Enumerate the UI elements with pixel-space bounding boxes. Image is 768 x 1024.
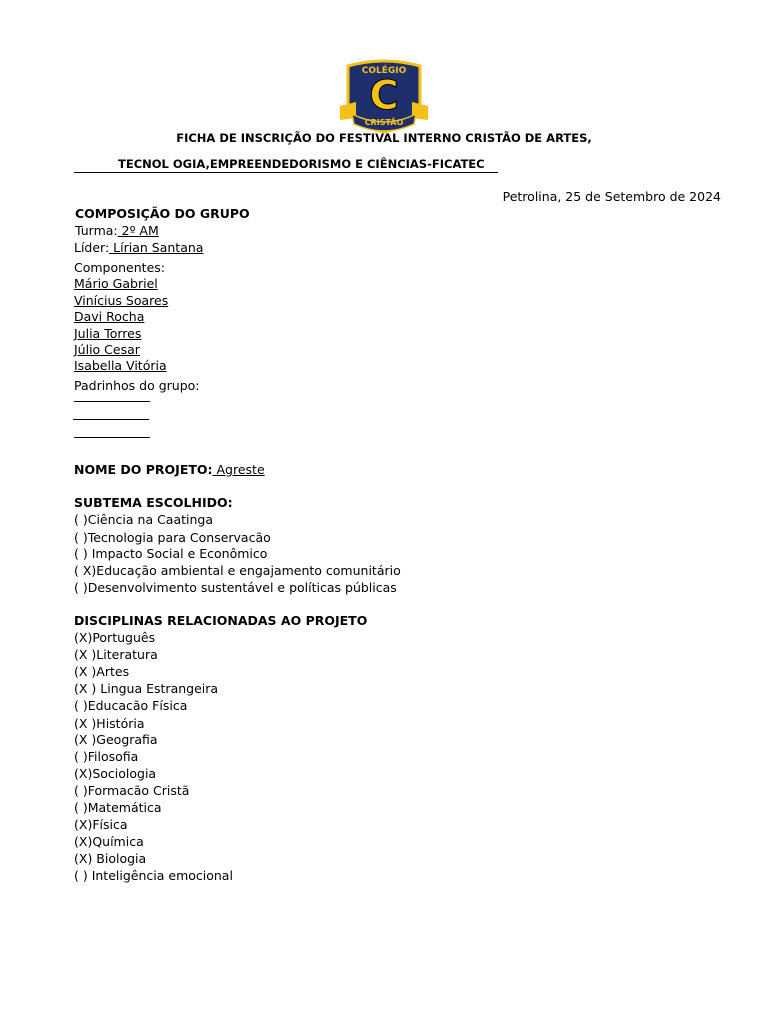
discipline-item: (X)Português bbox=[74, 630, 156, 645]
sponsor-blank bbox=[74, 390, 150, 406]
component-item: Mário Gabriel bbox=[74, 276, 158, 291]
component-item: Davi Rocha bbox=[74, 309, 145, 324]
component-item: Julia Torres bbox=[74, 326, 142, 341]
discipline-item: (X )Artes bbox=[74, 664, 130, 679]
discipline-item: ( )Filosofia bbox=[74, 749, 139, 764]
logo-letter: C bbox=[369, 73, 399, 119]
discipline-item: (X )Literatura bbox=[74, 647, 158, 662]
group-heading: COMPOSIÇÃO DO GRUPO bbox=[75, 206, 250, 221]
turma-label: Turma: bbox=[75, 223, 118, 238]
components-label: Componentes: bbox=[74, 260, 165, 275]
discipline-item: (X)Química bbox=[74, 834, 144, 849]
school-logo bbox=[340, 58, 428, 134]
sponsors-label: Padrinhos do grupo: bbox=[74, 378, 200, 393]
discipline-item: (X)Física bbox=[74, 817, 128, 832]
leader-label: Líder: bbox=[74, 240, 110, 255]
discipline-item: ( )Matemática bbox=[74, 800, 162, 815]
logo-bottom-text: CRISTÃO bbox=[364, 118, 404, 127]
subtheme-option: ( )Tecnologia para Conservacão bbox=[74, 530, 271, 545]
discipline-item: (X )Geografia bbox=[74, 732, 158, 747]
discipline-item: (X ) Lingua Estrangeira bbox=[74, 681, 219, 696]
form-title-line2: TECNOL OGIA,EMPREENDEDORISMO E CIÊNCIAS-FICATEC bbox=[74, 157, 498, 173]
project-row bbox=[74, 462, 265, 478]
discipline-item: ( )Formacão Cristã bbox=[74, 783, 190, 798]
discipline-item: ( ) Inteligência emocional bbox=[74, 868, 233, 883]
disciplines-heading: DISCIPLINAS RELACIONADAS AO PROJETO bbox=[74, 613, 368, 628]
sponsor-blank bbox=[74, 426, 150, 442]
discipline-item: ( )Educacão Física bbox=[74, 698, 188, 713]
form-title-line1: FICHA DE INSCRIÇÃO DO FESTIVAL INTERNO CRISTÃO DE ARTES, bbox=[176, 131, 592, 145]
discipline-item: (X )História bbox=[74, 716, 145, 731]
turma-row bbox=[75, 223, 159, 239]
component-item: Isabella Vitória bbox=[74, 358, 167, 373]
component-item: Júlio Cesar bbox=[74, 342, 140, 357]
subtheme-option: ( ) Impacto Social e Econômico bbox=[74, 546, 268, 561]
discipline-item: (X)Sociologia bbox=[74, 766, 157, 781]
document-date: Petrolina, 25 de Setembro de 2024 bbox=[502, 189, 721, 204]
discipline-item: (X) Biologia bbox=[74, 851, 147, 866]
subtheme-heading: SUBTEMA ESCOLHIDO: bbox=[74, 495, 233, 510]
leader-value: Lírian Santana bbox=[109, 240, 204, 255]
subtheme-option: ( )Ciência na Caatinga bbox=[74, 512, 214, 527]
subtheme-option: ( X)Educação ambiental e engajamento comunitário bbox=[74, 563, 401, 578]
subtheme-option: ( )Desenvolvimento sustentável e políticas públicas bbox=[74, 580, 397, 595]
component-item: Vinícius Soares bbox=[74, 293, 169, 308]
leader-row bbox=[74, 240, 203, 256]
turma-value: 2º AM bbox=[117, 223, 159, 238]
logo-top-text: COLÉGIO bbox=[361, 66, 407, 76]
project-label: NOME DO PROJETO: bbox=[74, 462, 213, 477]
project-name: Agreste bbox=[212, 462, 265, 477]
sponsor-blank bbox=[73, 408, 149, 424]
